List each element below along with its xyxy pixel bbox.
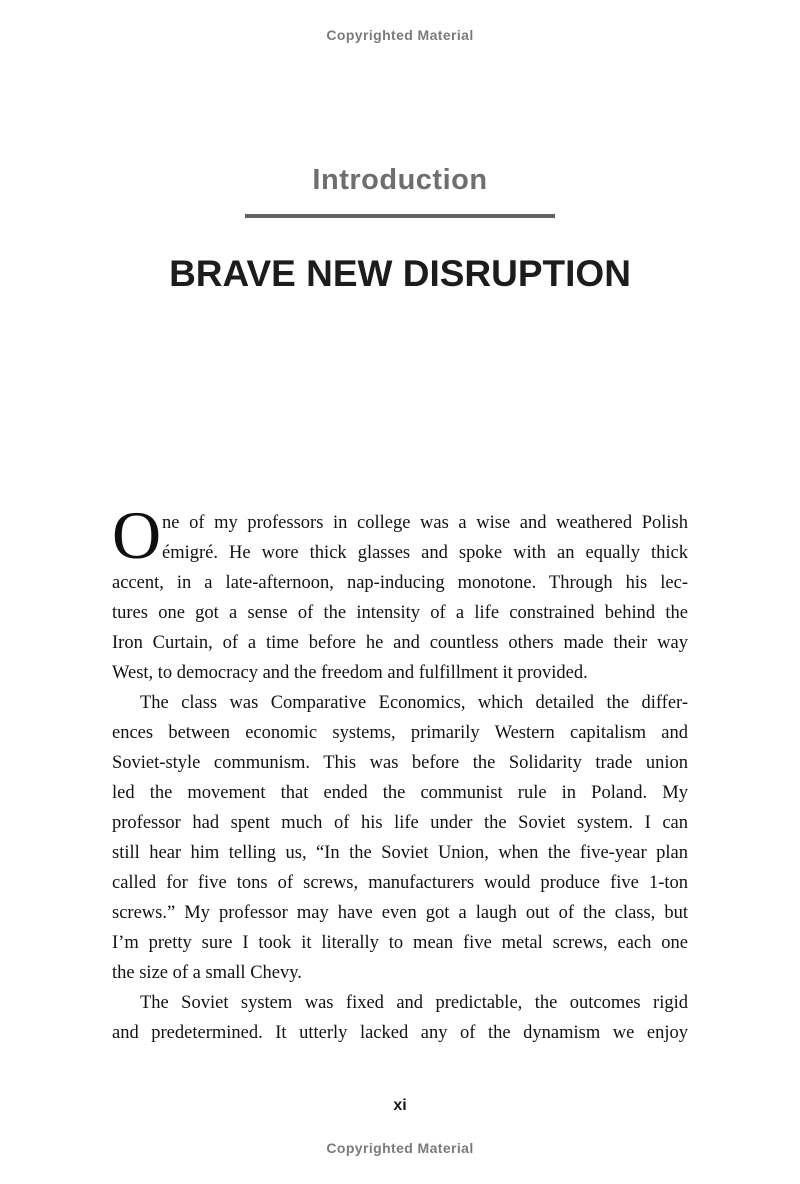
section-heading: Introduction: [312, 164, 488, 196]
body-text: [112, 497, 688, 1048]
text-line: professor had spent much of his life under the Soviet system. I can: [112, 813, 688, 833]
copyright-notice-bottom: Copyrighted Material: [326, 1140, 474, 1156]
text-line: I’m pretty sure I took it literally to mean five metal screws, each one: [112, 933, 688, 953]
section-divider-rule: [245, 214, 555, 218]
text-line: ences between economic systems, primarily Western capitalism and: [112, 723, 688, 743]
drop-cap: O: [112, 497, 162, 573]
page-number: xi: [393, 1097, 407, 1114]
text-line: West, to democracy and the freedom and fulfillment it provided.: [112, 663, 588, 683]
text-line: Iron Curtain, of a time before he and countless others made their way: [112, 633, 688, 653]
text-line: accent, in a late-afternoon, nap-inducing monotone. Through his lec-: [112, 573, 688, 593]
text-line: screws.” My professor may have even got a laugh out of the class, but: [112, 903, 688, 923]
text-line: called for five tons of screws, manufacturers would produce five 1-ton: [112, 873, 688, 893]
text-line: led the movement that ended the communist rule in Poland. My: [112, 783, 688, 803]
text-line: and predetermined. It utterly lacked any of the dynamism we enjoy: [112, 1023, 688, 1043]
text-line: tures one got a sense of the intensity of a life constrained behind the: [112, 603, 688, 623]
chapter-title: BRAVE NEW DISRUPTION: [169, 253, 631, 294]
paragraph: [112, 497, 688, 688]
text-line: émigré. He wore thick glasses and spoke with an equally thick: [162, 543, 688, 563]
text-line: Soviet-style communism. This was before the Solidarity trade union: [112, 753, 688, 773]
paragraph: [112, 688, 688, 988]
copyright-notice-top: Copyrighted Material: [326, 27, 474, 43]
text-line: The class was Comparative Economics, which detailed the differ-: [140, 693, 688, 713]
text-line: The Soviet system was fixed and predictable, the outcomes rigid: [140, 993, 688, 1013]
text-line: still hear him telling us, “In the Soviet Union, when the five-year plan: [112, 843, 688, 863]
text-line: ne of my professors in college was a wise and weathered Polish: [162, 513, 688, 533]
text-line: the size of a small Chevy.: [112, 963, 302, 983]
paragraph: [112, 988, 688, 1048]
